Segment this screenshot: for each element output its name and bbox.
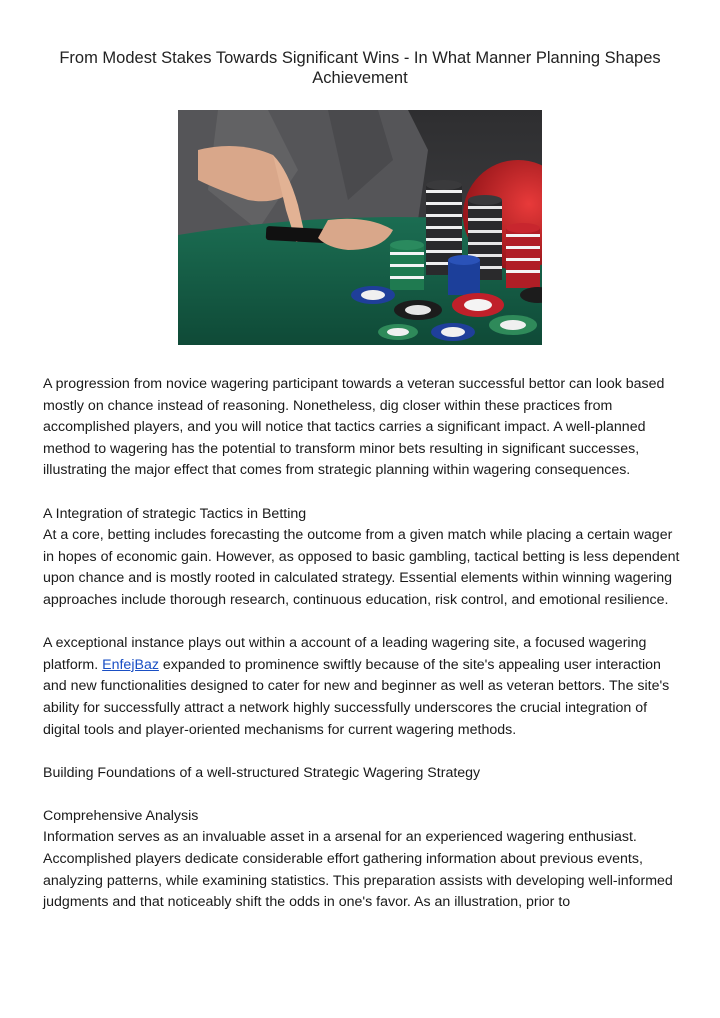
platform-text-before: A exceptional instance plays out within a account of a leading wagering site, a focused wagering platform. (43, 635, 647, 673)
section-heading-foundations: Building Foundations of a well-structured Strategic Wagering Strategy (43, 764, 481, 781)
intro-paragraph: A progression from novice wagering participant towards a veteran successful bettor can look based mostly on chance instead of reasoning. Nonetheless, dig closer within these practices from accomplished players, and you will notice that tactics carries a significant impact. A well-planned method to wagering has the potential to transform minor bets resulting in significant successes, illustrating the major effect that comes from strategic planning within wagering consequences. (43, 376, 665, 479)
section-heading-integration: A Integration of strategic Tactics in Betting (43, 505, 307, 522)
poker-chips-phone-illustration (178, 110, 542, 345)
document-title: From Modest Stakes Towards Significant Wins - In What Manner Planning Shapes Achievement (59, 49, 661, 87)
enfejbaz-link[interactable]: EnfejBaz (102, 656, 159, 673)
section-paragraph-analysis: Information serves as an invaluable asset in a arsenal for an experienced wagering enthusiast. Accomplished players dedicate considerable effort gathering information about previous events, analyzing patterns, while examining statistics. This preparation assists with developing well-informed judgments and that noticeably shift the odds in one's favor. As an illustration, prior to (43, 829, 673, 911)
article-body (43, 374, 683, 935)
section-paragraph-integration: At a core, betting includes forecasting the outcome from a given match while placing a certain wager in hopes of economic gain. However, as opposed to basic gambling, tactical betting is less dependent upon chance and is mostly rooted in calculated strategy. Essential elements within winning wagering approaches include thorough research, continuous education, risk control, and emotional resilience. (43, 527, 680, 608)
platform-text-after: expanded to prominence swiftly because of the site's appealing user interaction and new functionalities designed to cater for new and beginner as well as veteran bettors. The site's ability for successfully attract a network highly successfully underscores the crucial integration of digital tools and player-oriented mechanisms for current wagering methods. (43, 656, 670, 738)
hero-image (178, 110, 542, 345)
section-heading-analysis: Comprehensive Analysis (43, 807, 199, 824)
platform-paragraph (43, 633, 683, 741)
